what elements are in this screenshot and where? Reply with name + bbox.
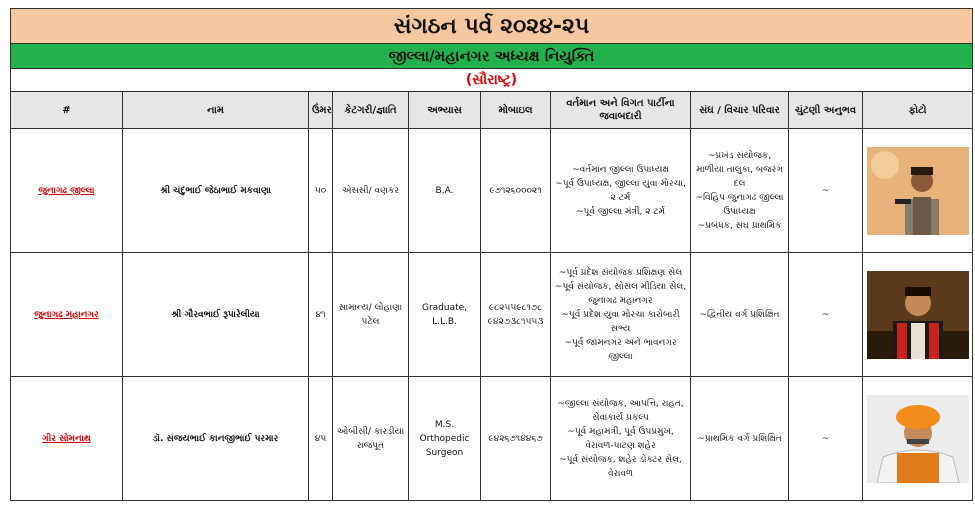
header-education: અભ્યાસ: [409, 92, 481, 129]
table-row: [11, 129, 973, 253]
sangh-family: ~દ્વિતીય વર્ગ પ્રશિક્ષિત: [691, 253, 789, 377]
page-title: સંગઠન પર્વ ૨૦૨૪-૨૫: [11, 9, 973, 44]
photo-cell: [863, 129, 973, 253]
region-label: (સૌરાષ્ટ્ર): [11, 69, 973, 92]
district-name: જુનાગઢ મહાનગર: [11, 253, 123, 377]
header-sangh: સંઘ / વિચાર પરિવાર: [691, 92, 789, 129]
table-row: [11, 377, 973, 501]
sangh-family: ~પ્રાથમિક વર્ગ પ્રશિક્ષિત: [691, 377, 789, 501]
header-row: [11, 92, 973, 129]
person-age: ૪૧: [309, 253, 333, 377]
header-name: નામ: [123, 92, 309, 129]
header-num: #: [11, 92, 123, 129]
person-category: ઓબીસી/ કારડીયા રાજપૂત: [333, 377, 409, 501]
header-photo: ફોટો: [863, 92, 973, 129]
header-mobile: મોબાઇલ: [481, 92, 551, 129]
person-photo: [867, 271, 969, 359]
person-mobile: ૯૭૧૨૬૦૦૦૨૧: [481, 129, 551, 253]
person-photo: [867, 395, 969, 483]
header-category: કેટગરી/જ્ઞાતિ: [333, 92, 409, 129]
person-category: સામાન્ય/ લોહાણા પટેલ: [333, 253, 409, 377]
table-row: [11, 253, 973, 377]
person-category: એસસી/ વણકર: [333, 129, 409, 253]
district-name: જુનાગઢ જીલ્લા: [11, 129, 123, 253]
party-responsibility: ~પૂર્વ પ્રદેશ સંયોજક પ્રશિક્ષણ સેલ ~પૂર્વ સંયોજક, સોસલ મીડિયા સેલ, જુનાગઢ મહાનગર ~પૂર્વ પ્રદેશ યુવા મોરચા કારોબારી સભ્ય ~પૂર્વ જામનગર અને ભાવનગર જીલ્લા: [551, 253, 691, 377]
person-photo: [867, 147, 969, 235]
person-age: ૪૫: [309, 377, 333, 501]
header-responsibility: વર્તમાન અને વિગત પાર્ટીના જવાબદારી: [551, 92, 691, 129]
header-election: ચુંટણી અનુભવ: [789, 92, 863, 129]
region-row: [11, 69, 973, 92]
election-experience: ~: [789, 377, 863, 501]
election-experience: ~: [789, 129, 863, 253]
person-mobile: ૯૪૨૬૭૧૪૪૬૭: [481, 377, 551, 501]
election-experience: ~: [789, 253, 863, 377]
subtitle-row: [11, 44, 973, 69]
page-subtitle: જીલ્લા/મહાનગર અધ્યક્ષ નિયુક્તિ: [11, 44, 973, 69]
party-responsibility: ~વર્તમાન જીલ્લા ઉપાધ્યક્ષ ~પૂર્વ ઉપાધ્યક્ષ, જીલ્લા યુવા મોરચા, ૨ ટર્મ ~પૂર્વ જીલ્લા મંત્રી, ૨ ટર્મ: [551, 129, 691, 253]
person-name: ડૉ. સંજયભાઈ કાનજીભાઈ પરમાર: [123, 377, 309, 501]
person-education: B.A.: [409, 129, 481, 253]
person-education: M.S. Orthopedic Surgeon: [409, 377, 481, 501]
district-name: ગીર સોમનાથ: [11, 377, 123, 501]
person-mobile: ૯૮૨૫૫૯૮૧૭૮ ૯૪૨૭૩૮૧૫૫૩: [481, 253, 551, 377]
appointment-table: [10, 8, 973, 501]
header-age: ઉંમર: [309, 92, 333, 129]
person-name: શ્રી ગૌરવભાઈ રૂપારેલીયા: [123, 253, 309, 377]
appointment-sheet: [10, 8, 972, 501]
photo-cell: [863, 377, 973, 501]
sangh-family: ~પ્રખંડ સંયોજક, માળીયા તાલુકા, બજરંગ દલ ~વિહિપ જુનાગઢ જીલ્લા ઉપાધ્યક્ષ ~પ્રબંધક, સંઘ પ્રાથમિક: [691, 129, 789, 253]
photo-cell: [863, 253, 973, 377]
person-education: Graduate, L.L.B.: [409, 253, 481, 377]
title-row: [11, 9, 973, 44]
person-age: ૫૦: [309, 129, 333, 253]
party-responsibility: ~જીલ્લા સંયોજક, આપત્તિ, રાહત, સેવાકાર્ય પ્રકલ્પ ~પૂર્વ મહામંત્રી, પૂર્વ ઉપપ્રમુખ, વેરાવળ-પાટણ શહેર ~પૂર્વ સંયોજક, શહેર ડોક્ટર સેલ, વેરાવળ: [551, 377, 691, 501]
person-name: શ્રી ચંદુભાઈ જેઠાભાઈ મકવાણા: [123, 129, 309, 253]
